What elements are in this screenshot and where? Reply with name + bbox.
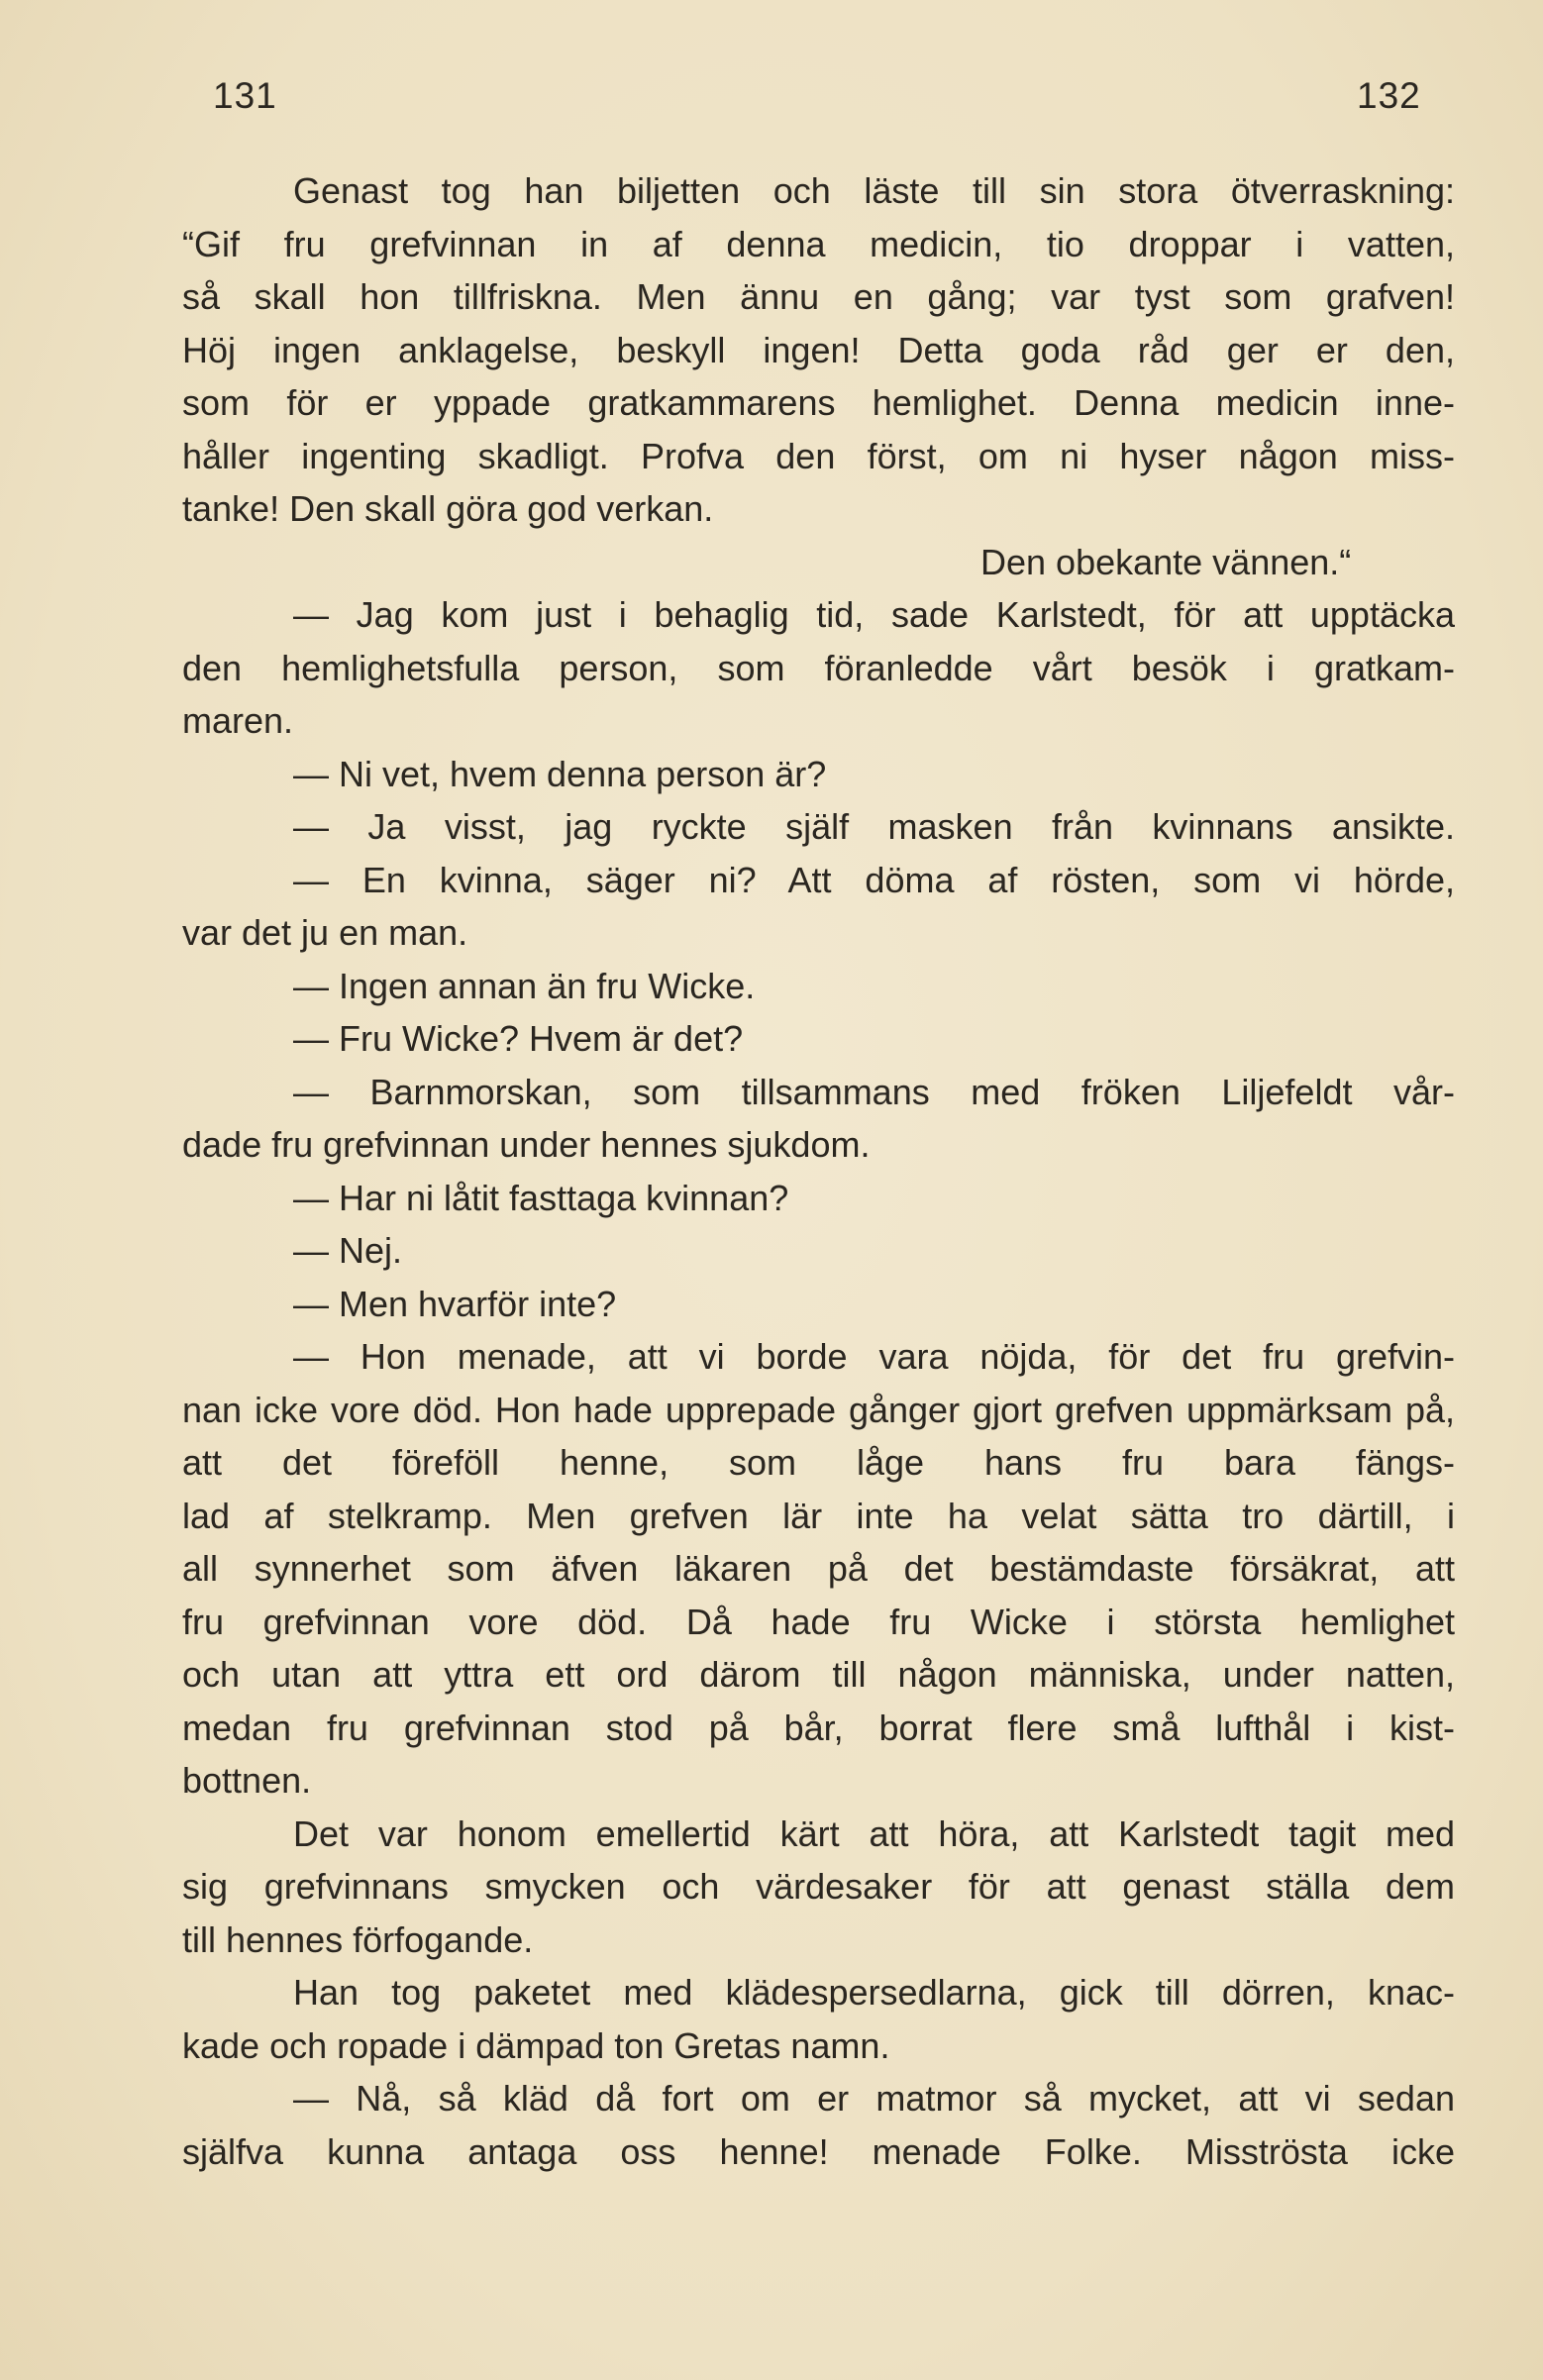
text-line: “Gif fru grefvinnan in af denna medicin, tio droppar i vatten, [182,223,1455,264]
text-line: så skall hon tillfriskna. Men ännu en gång; var tyst som grafven! [182,276,1455,317]
text-line: Höj ingen anklagelse, beskyll ingen! Detta goda råd ger er den, [182,329,1455,370]
text-line: maren. [182,700,294,741]
text-line: medan fru grefvinnan stod på bår, borrat flere små lufthål i kist- [182,1707,1455,1748]
text-line: — Jag kom just i behaglig tid, sade Karlstedt, för att upptäcka [293,594,1455,635]
text-line: bottnen. [182,1760,312,1801]
text-line: Genast tog han biljetten och läste till sin stora ötverraskning: [293,170,1455,211]
text-line: dade fru grefvinnan under hennes sjukdom. [182,1124,871,1165]
text-line: — Nå, så kläd då fort om er matmor så mycket, att vi sedan [293,2078,1455,2119]
text-line: lad af stelkramp. Men grefven lär inte ha velat sätta tro därtill, i [182,1495,1455,1536]
text-line: — Ni vet, hvem denna person är? [293,753,827,794]
text-line: fru grefvinnan vore död. Då hade fru Wicke i största hemlighet [182,1601,1455,1642]
text-line: — Ja visst, jag ryckte själf masken från kvinnans ansikte. [293,806,1455,847]
text-line: till hennes förfogande. [182,1918,534,1960]
text-line: — Hon menade, att vi borde vara nöjda, för det fru grefvin- [293,1336,1455,1377]
page-number-right: 132 [1357,75,1421,116]
text-line: — Men hvarför inte? [293,1283,617,1324]
text-line: själfva kunna antaga oss henne! menade Folke. Misströsta icke [182,2130,1455,2172]
text-line: nan icke vore död. Hon hade upprepade gånger gjort grefven uppmärksam på, att det föreföll henne, som låge hans fru bara fängs- [182,1389,1455,1483]
text-line: tanke! Den skall göra god verkan. [182,488,714,529]
text-line: — Ingen annan än fru Wicke. [293,965,756,1006]
text-line: som för er yppade gratkammarens hemlighet. Denna medicin inne- [182,382,1455,423]
text-line: Det var honom emellertid kärt att höra, att Karlstedt tagit med [293,1812,1455,1854]
text-line: Han tog paketet med klädespersedlarna, gick till dörren, knac- [293,1972,1455,2013]
text-line: kade och ropade i dämpad ton Gretas namn. [182,2024,890,2066]
text-line: sig grefvinnans smycken och värdesaker för att genast ställa dem [182,1866,1455,1907]
text-line: — Fru Wicke? Hvem är det? [293,1018,744,1059]
signature-line: Den obekante vännen.“ [980,541,1352,582]
body-text [182,164,1455,2178]
text-line: håller ingenting skadligt. Profva den först, om ni hyser någon miss- [182,435,1455,476]
text-line: var det ju en man. [182,912,468,953]
page-number-left: 131 [213,75,277,116]
text-line: — Barnmorskan, som tillsammans med fröken Liljefeldt vår- [293,1071,1455,1112]
text-line: — Nej. [293,1230,403,1271]
text-line: — Har ni låtit fasttaga kvinnan? [293,1177,789,1218]
text-line: — En kvinna, säger ni? Att döma af rösten, som vi hörde, [293,859,1455,900]
text-line: den hemlighetsfulla person, som föranledde vårt besök i gratkam- [182,647,1455,688]
text-line: och utan att yttra ett ord därom till någon människa, under natten, [182,1654,1455,1695]
text-line: all synnerhet som äfven läkaren på det bestämdaste försäkrat, att [182,1548,1455,1589]
